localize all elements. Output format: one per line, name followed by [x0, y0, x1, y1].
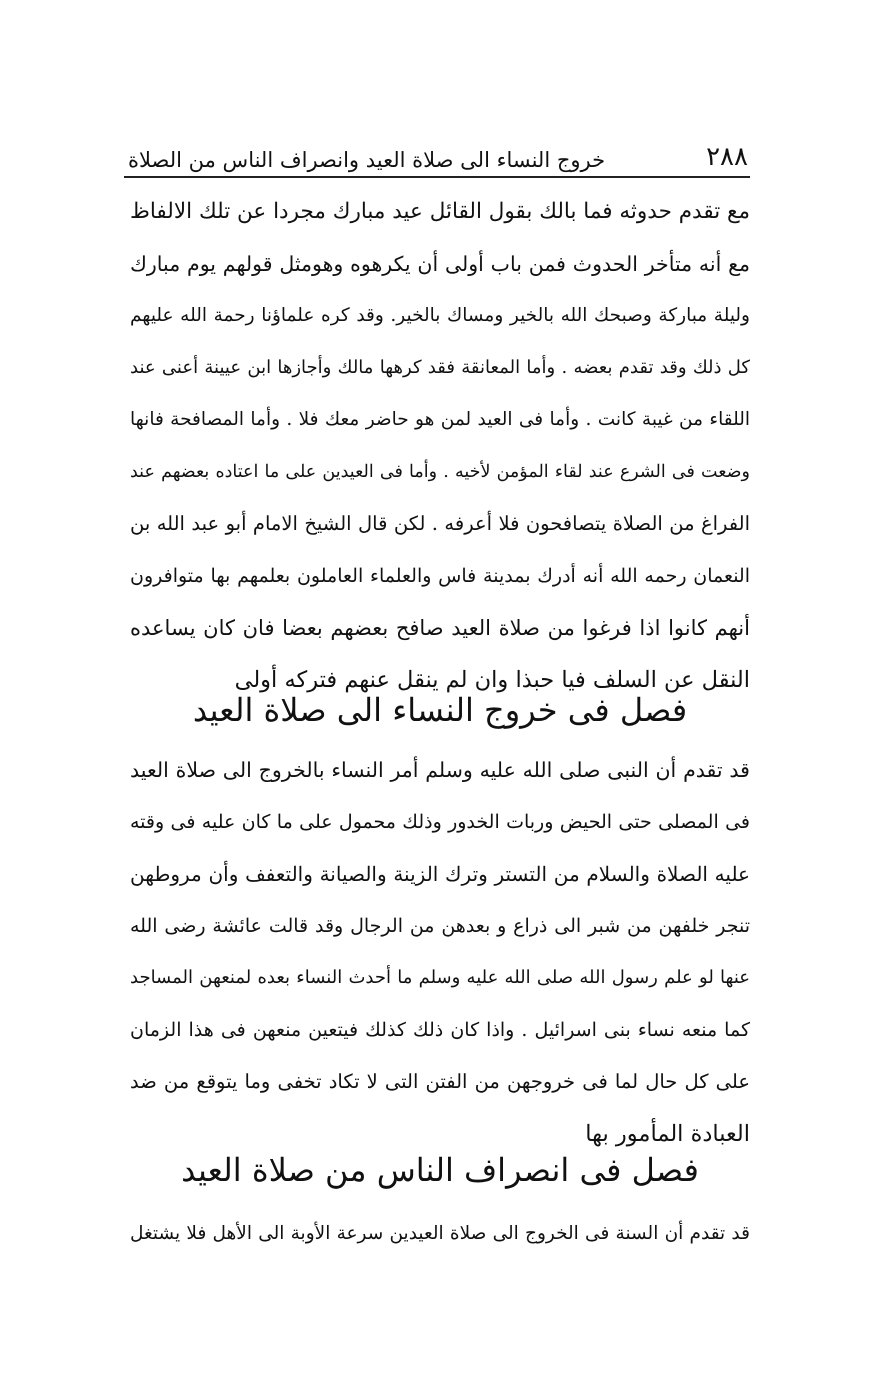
text-line: النقل عن السلف فيا حبذا وان لم ينقل عنهم فتركه أولى [234, 667, 750, 693]
text-line: قد تقدم أن النبى صلى الله عليه وسلم أمر النساء بالخروج الى صلاة العيد [130, 758, 750, 782]
text-line: الفراغ من الصلاة يتصافحون فلا أعرفه . لكن قال الشيخ الامام أبو عبد الله بن [130, 512, 750, 535]
text-line: مع أنه متأخر الحدوث فمن باب أولى أن يكرهوه وهومثل قولهم يوم مبارك [130, 252, 750, 276]
section-heading-women-eid: فصل فى خروج النساء الى صلاة العيد [192, 691, 688, 729]
text-line: وضعت فى الشرع عند لقاء المؤمن لأخيه . وأما فى العيدين على ما اعتاده بعضهم عند [130, 462, 750, 482]
text-line: تنجر خلفهن من شبر الى ذراع و بعدهن من الرجال وقد قالت عائشة رضى الله [130, 915, 750, 937]
section-heading-departure: فصل فى انصراف الناس من صلاة العيد [181, 1151, 699, 1189]
text-line: أنهم كانوا اذا فرغوا من صلاة العيد صافح بعضهم بعضا فان كان يساعده [130, 616, 750, 640]
running-title: خروج النساء الى صلاة العيد وانصراف الناس من الصلاة [128, 148, 606, 172]
text-line: عليه الصلاة والسلام من التستر وترك الزينة والصيانة والتعفف وأن مروطهن [130, 862, 750, 886]
text-line: العبادة المأمور بها [585, 1121, 750, 1147]
page-number: ٢٨٨ [706, 142, 748, 172]
header-rule [124, 176, 750, 178]
text-line: فى المصلى حتى الحيض وربات الخدور وذلك محمول على ما كان عليه فى وقته [130, 811, 750, 833]
text-line: كل ذلك وقد تقدم بعضه . وأما المعانقة فقد كرهها مالك وأجازها ابن عيينة أعنى عند [130, 357, 750, 378]
text-line: قد تقدم أن السنة فى الخروج الى صلاة العيدين سرعة الأوبة الى الأهل فلا يشتغل [130, 1223, 750, 1244]
text-line: اللقاء من غيبة كانت . وأما فى العيد لمن هو حاضر معك فلا . وأما المصافحة فانها [130, 409, 750, 430]
text-line: وليلة مباركة وصبحك الله بالخير ومساك بالخير. وقد كره علماؤنا رحمة الله عليهم [130, 305, 750, 326]
text-line: النعمان رحمه الله أنه أدرك بمدينة فاس والعلماء العاملون بعلمهم بها متوافرون [130, 565, 750, 587]
paragraph-3 [130, 1208, 750, 1260]
text-line: عنها لو علم رسول الله صلى الله عليه وسلم ما أحدث النساء بعده لمنعهن المساجد [130, 967, 750, 988]
paragraph-2 [130, 744, 750, 1160]
text-line: كما منعه نساء بنى اسرائيل . واذا كان ذلك كذلك فيتعين منعهن فى هذا الزمان [130, 1019, 750, 1041]
page-header [128, 128, 748, 172]
text-line: مع تقدم حدوثه فما بالك بقول القائل عيد مبارك مجردا عن تلك الالفاظ [130, 199, 750, 224]
paragraph-1 [130, 186, 750, 706]
text-line: على كل حال لما فى خروجهن من الفتن التى لا تكاد تخفى وما يتوقع من ضد [130, 1070, 750, 1093]
